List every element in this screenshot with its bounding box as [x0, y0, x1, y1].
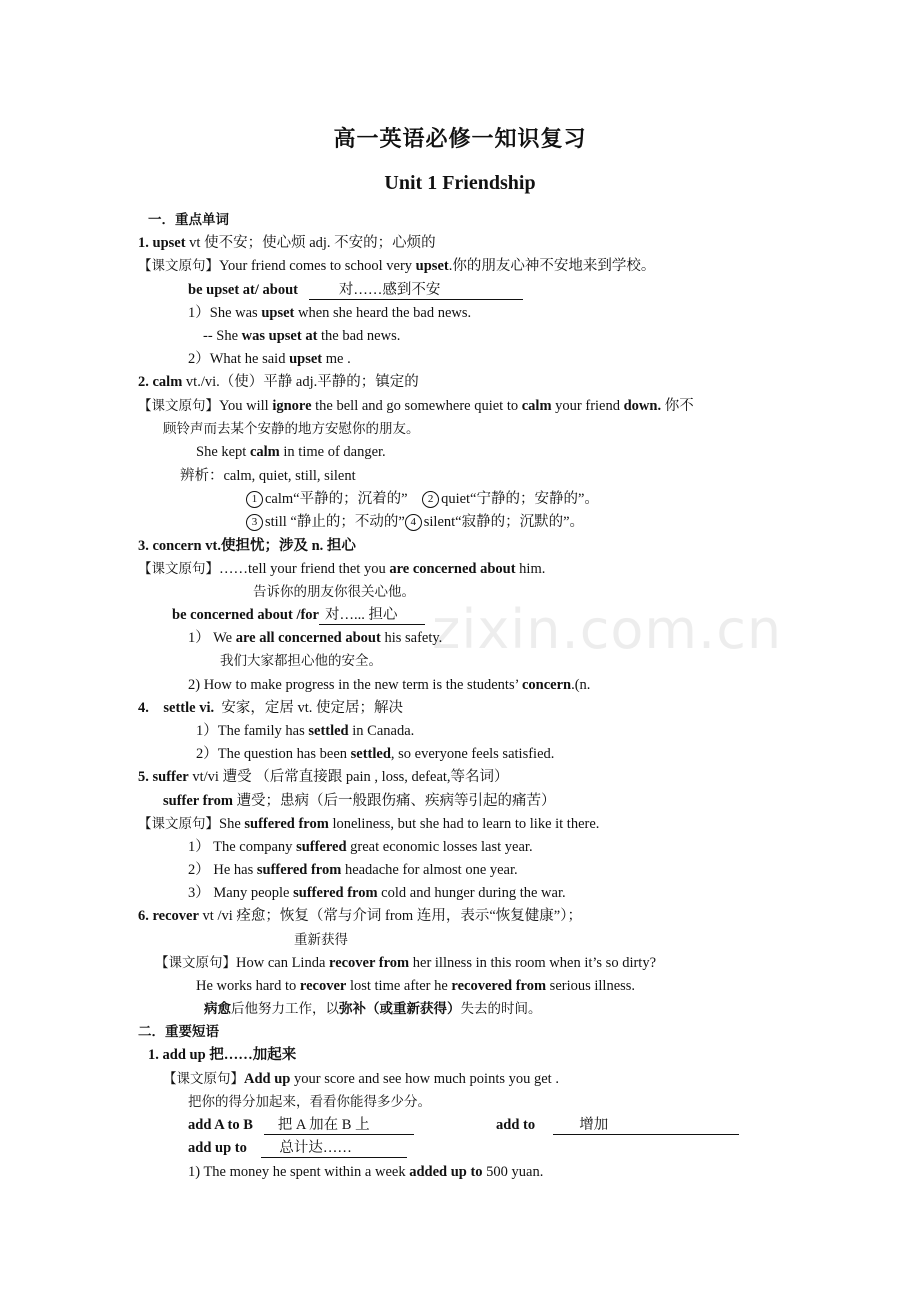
example-sentence: 1） We are all concerned about his safety. — [188, 630, 443, 646]
word-entry-concern: 3. concern vt.使担忧；涉及 n. 担心 — [138, 538, 356, 554]
word-entry-suffer: 5. suffer vt/vi 遭受 （后常直接跟 pain , loss, defeat,等名词） — [138, 769, 509, 785]
example-sentence: 3） Many people suffered from cold and hunger during the war. — [188, 885, 566, 901]
word-definition: 重新获得 — [294, 932, 348, 948]
word-entry-settle: 4. settle vi. 安家，定居 vt. 使定居；解决 — [138, 700, 404, 716]
example-sentence: She kept calm in time of danger. — [196, 444, 386, 460]
comparison-heading: 辨析：calm, quiet, still, silent — [180, 468, 356, 484]
source-translation: 顾铃声而去某个安静的地方安慰你的朋友。 — [163, 421, 420, 437]
source-sentence-concern: 【课文原句】……tell your friend thet you are concerned about him. — [138, 561, 546, 577]
source-sentence-calm: 【课文原句】You will ignore the bell and go somewhere quiet to calm your friend down. 你不 — [138, 398, 694, 414]
source-sentence-add-up: 【课文原句】Add up your score and see how much points you get . — [163, 1071, 559, 1087]
example-sentence: 2）What he said upset me . — [188, 351, 351, 367]
circled-number: 1 — [246, 491, 263, 508]
phrase-suffer-from: suffer from 遭受；患病（后一般跟伤痛、疾病等引起的痛苦） — [163, 793, 556, 809]
answer-blank: 对……感到不安 — [309, 282, 523, 300]
example-sentence: -- She was upset at the bad news. — [203, 328, 401, 344]
source-sentence-suffer: 【课文原句】She suffered from loneliness, but she had to learn to like it there. — [138, 816, 600, 832]
document-title: 高一英语必修一知识复习 — [333, 127, 587, 152]
word-entry-upset: 1. upset vt 使不安；使心烦 adj. 不安的；心烦的 — [138, 235, 436, 251]
phrase-add-up-to: add up to 总计达…… — [188, 1138, 407, 1158]
example-translation: 病愈后他努力工作，以弥补（或重新获得）失去的时间。 — [204, 1001, 542, 1017]
phrase-entry-add-up: 1. add up 把……加起来 — [148, 1047, 297, 1063]
section-heading-phrases: 二．重要短语 — [138, 1024, 219, 1040]
phrase-add-to: add to 增加 — [496, 1115, 739, 1135]
answer-blank: 总计达…… — [261, 1140, 407, 1158]
example-sentence: 1） The company suffered great economic losses last year. — [188, 839, 533, 855]
source-translation: 把你的得分加起来，看看你能得多少分。 — [188, 1094, 431, 1110]
example-translation: 我们大家都担心他的安全。 — [220, 653, 382, 669]
example-sentence: 2）The question has been settled, so everyone feels satisfied. — [196, 746, 555, 762]
circled-number: 3 — [246, 514, 263, 531]
example-sentence: 2) How to make progress in the new term is the students’ concern.(n. — [188, 677, 591, 693]
word-entry-recover: 6. recover vt /vi 痊愈；恢复（常与介词 from 连用，表示“恢复健康”）； — [138, 908, 582, 924]
source-sentence-upset: 【课文原句】Your friend comes to school very upset.你的朋友心神不安地来到学校。 — [138, 258, 656, 274]
example-sentence: 1）The family has settled in Canada. — [196, 723, 415, 739]
answer-blank: 对…... 担心 — [319, 607, 425, 625]
phrase-add-a-to-b: add A to B 把 A 加在 B 上 — [188, 1115, 414, 1135]
example-sentence: 1）She was upset when she heard the bad news. — [188, 305, 472, 321]
source-sentence-recover: 【课文原句】How can Linda recover from her illness in this room when it’s so dirty? — [155, 955, 657, 971]
answer-blank: 增加 — [553, 1117, 739, 1135]
answer-blank: 把 A 加在 B 上 — [264, 1117, 414, 1135]
phrase-upset-at: be upset at/ about 对……感到不安 — [188, 280, 523, 300]
word-entry-calm: 2. calm vt./vi.（使）平静 adj.平静的；镇定的 — [138, 374, 419, 390]
comparison-row: 3 still “静止的；不动的” 4 silent“寂静的；沉默的”。 — [246, 512, 584, 532]
example-sentence: 1) The money he spent within a week added up to 500 yuan. — [188, 1164, 544, 1180]
example-sentence: 2） He has suffered from headache for almost one year. — [188, 862, 518, 878]
watermark: zixin.com.cn — [432, 598, 783, 661]
example-sentence: He works hard to recover lost time after he recovered from serious illness. — [196, 978, 636, 994]
comparison-row: 1 calm“平静的；沉着的” 2 quiet“宁静的；安静的”。 — [246, 489, 599, 509]
circled-number: 4 — [405, 514, 422, 531]
phrase-concerned-about: be concerned about /for 对…... 担心 — [172, 605, 425, 625]
unit-title: Unit 1 Friendship — [384, 172, 536, 194]
source-translation: 告诉你的朋友你很关心他。 — [253, 584, 415, 600]
circled-number: 2 — [422, 491, 439, 508]
section-heading-words: 一．重点单词 — [148, 212, 229, 228]
